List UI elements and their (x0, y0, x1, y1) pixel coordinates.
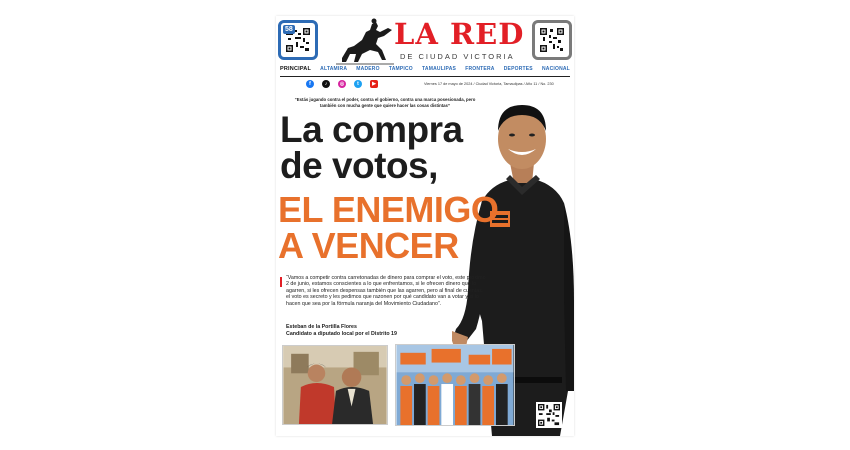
brand-subtitle: DE CIUDAD VICTORIA (400, 52, 515, 61)
social-links (306, 80, 378, 88)
headline-line-1: La compra (280, 109, 463, 150)
section-nav (280, 66, 570, 76)
dateline: Viernes 17 de mayo de 2024 / Ciudad Victoria, Tamaulipas / Año 11 / No. 230 (424, 82, 554, 86)
instagram-icon[interactable]: ◎ (339, 81, 345, 87)
qr-code-right[interactable] (532, 20, 572, 60)
horse-rider-logo-icon (336, 18, 394, 66)
nav-item-altamira[interactable]: ALTAMIRA (320, 66, 348, 72)
headline-accent (278, 189, 499, 266)
facebook-icon[interactable]: f (306, 80, 314, 88)
nav-item-madero[interactable]: MADERO (356, 66, 380, 72)
qr-code-bottom-icon[interactable] (536, 402, 562, 428)
twitter-icon[interactable]: t (354, 80, 362, 88)
page-number-badge: 58 (285, 26, 293, 33)
inset-photo-two-men (282, 345, 388, 425)
headline-accent-line-1: EL ENEMIGO (278, 189, 499, 230)
nav-item-principal[interactable]: PRINCIPAL (280, 66, 312, 72)
brand-title[interactable]: LA RED (394, 17, 525, 51)
nav-item-nacional[interactable]: NACIONAL (541, 66, 570, 72)
kicker-quote: “Estás jugando contra el poder, contra el gobierno, contra una marca posesionada, pero también con mucha gente que quiere hacer las cosas distintas” (294, 97, 476, 108)
body-quote: “Vamos a competir contra carretonadas de dinero para comprar el voto, este próximo 2 de junio, estamos conscientes a lo que enfrentamos, si le ofrecen dinero que lo agarren, si les ofrecen despensas también que las agarren, pero al final de cuentas, el voto es secreto y les pedimos que razonen por qué candidato van a votar y si lo hacen que sea por la fórmula naranja del Movimiento Ciudadano”. (286, 275, 486, 307)
nav-item-tampico[interactable]: TAMPICO (388, 66, 413, 72)
quote-marker (280, 277, 282, 287)
newspaper-front-page (276, 16, 574, 436)
author-role: Candidato a diputado local por el Distrito 19 (286, 331, 397, 337)
headline-accent-line-2: A VENCER (278, 225, 459, 266)
tiktok-icon[interactable]: ♪ (322, 80, 330, 88)
nav-item-frontera[interactable]: FRONTERA (465, 66, 495, 72)
qr-code-icon (540, 28, 564, 52)
youtube-icon[interactable]: ▶ (370, 80, 378, 88)
author-name: Esteban de la Portilla Flores (286, 324, 357, 330)
header-divider (280, 76, 570, 77)
nav-item-deportes[interactable]: DEPORTES (503, 66, 533, 72)
qr-code-left[interactable] (278, 20, 318, 60)
headline (280, 109, 463, 186)
nav-item-tamaulipas[interactable]: TAMAULIPAS (422, 66, 457, 72)
inset-photo-crowd (395, 344, 515, 426)
headline-line-2: de votos, (280, 145, 438, 186)
